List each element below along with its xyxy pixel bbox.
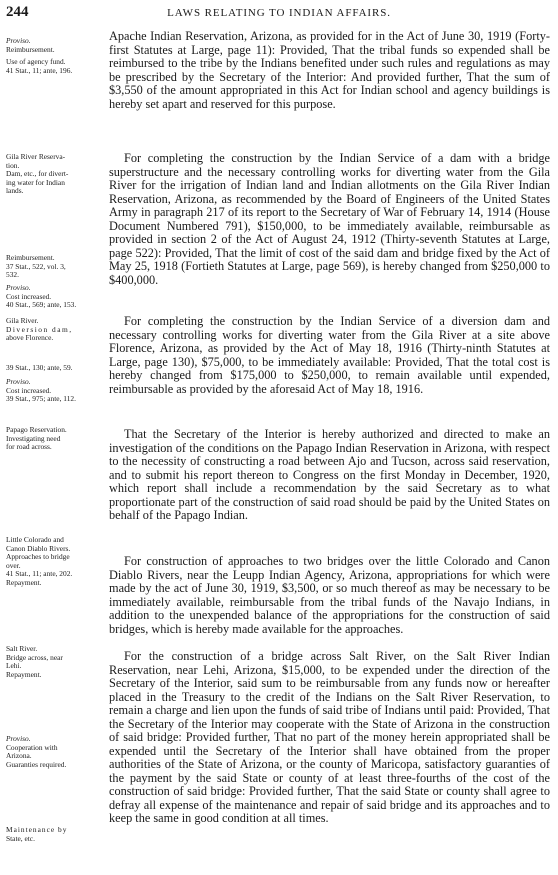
margin-note: Maintenance by State, etc. xyxy=(6,825,68,843)
margin-note: Gila River Reserva- tion. Dam, etc., for divert- ing water for Indian lands. xyxy=(6,152,69,196)
margin-note: 39 Stat., 130; ante, 59. xyxy=(6,363,73,372)
paragraph: For completing the construction by the Indian Service of a diversion dam and necessary controlling works for diverting water from the Gila River at a site above Florence, Arizona, as provided by the Act of May 18, 1916 (Thirty-ninth Statutes at Large, page 130), $75,000, to be immediately available: Provided, That the total cost is hereby changed from $175,000 to $250,000, to remain available until expended, reimbursable as provided by the aforesaid Act of May 18, 1916. xyxy=(109,314,550,396)
paragraph: That the Secretary of the Interior is hereby authorized and directed to make an investigation of the conditions on the Papago Indian Reservation in Arizona, with respect to the necessity of constructing a road between Ajo and Tucson, across said reservation, and to submit his report thereon to Congress on the first Monday in December, 1920, which report shall include a recommendation by the said Secretary as to what proportionate part of the construction of said road should be paid by the United States on behalf of the Papago Indian. xyxy=(109,427,550,522)
margin-notes xyxy=(0,0,106,875)
page-number: 244 xyxy=(6,4,29,20)
paragraph: For the construction of a bridge across Salt River, on the Salt River Indian Reservation, near Lehi, Arizona, $15,000, to be expended under the direction of the Secretary of the Interior, said sum to be reimbursable from any funds now or hereafter placed in the Treasury to the credit of the Indians on the Salt River Reservation, to remain a charge and lien upon the funds of said tribe of Indians until paid: Provided, That the Secretary of the Interior may cooperate with the State of Arizona in the construction of said bridge: Provided further, That no part of the money herein appropriated shall be expended until the Secretary of the Interior shall have obtained from the proper authorities of the State of Arizona, or the county of Maricopa, satisfactory guaranties of the payment by the said State or county of at least three-fourths of the cost of the construction of said bridge: Provided further, That the said State or county shall agree to defray all expense of the maintenance and repair of said bridge and its approaches and to keep the same in good condition at all times. xyxy=(109,649,550,825)
margin-note: Use of agency fund. 41 Stat., 11; ante, 196. xyxy=(6,57,73,75)
margin-note: Proviso. Cost increased. 40 Stat., 569; ante, 153. xyxy=(6,283,77,310)
paragraph: For completing the construction by the Indian Service of a dam with a bridge superstructure and the necessary controlling works for diverting water from the Gila River for the irrigation of Indian land and Indian allotments on the Gila River Indian Reservation, Arizona, as recommended by the Board of Engineers of the United States Army in paragraph 217 of its report to the Secretary of War of February 14, 1914 (House Document Numbered 791), $150,000, to be immediately available, reimbursable as provided in section 2 of the Act of August 24, 1912 (Thirty-seventh Statutes at Large, page 522): Provided, That the limit of cost of the said dam and bridge fixed by the Act of May 25, 1918 (Fortieth Statutes at Large, page 569), is hereby changed from $250,000 to $400,000. xyxy=(109,151,550,287)
margin-note: Proviso. Reimbursement. xyxy=(6,36,55,54)
paragraph: Apache Indian Reservation, Arizona, as provided for in the Act of June 30, 1919 (Forty-first Statutes at Large, page 11): Provided, That the tribal funds so expended shall be reimbursed to the tribe by the Indians benefited under such rules and regulations as may be prescribed by the Secretary of the Interior: And provided further, That the sum of $3,550 of the amount appropriated in this Act for Indian school and agency buildings is hereby set apart and reserved for this purpose. xyxy=(109,29,550,111)
running-title: LAWS RELATING TO INDIAN AFFAIRS. xyxy=(167,7,391,19)
margin-note: Reimbursement. 37 Stat., 522, vol. 3, 532. xyxy=(6,253,66,280)
margin-note: Proviso. Cost increased. 39 Stat., 975; ante, 112. xyxy=(6,377,76,404)
margin-note: Papago Reservation. Investigating need for road across. xyxy=(6,425,67,452)
statute-text xyxy=(109,30,550,875)
margin-note: Little Colorado and Canon Diablo Rivers. Approaches to bridge over. 41 Stat., 11; ante, 202. Repayment. xyxy=(6,535,73,587)
paragraph: For construction of approaches to two bridges over the little Colorado and Canon Diablo Rivers, near the Leupp Indian Agency, Arizona, appropriations for which were made by the act of June 30, 1919, $3,500, or so much thereof as may be necessary to be immediately available, reimbursable from the tribal funds of the Navajo Indians, in addition to the unexpended balance of the appropriations for the construction of said bridges, which is hereby made available for the approaches. xyxy=(109,554,550,636)
margin-note: Gila River. Diversion dam, above Florence. xyxy=(6,316,73,343)
margin-note: Salt River. Bridge across, near Lehi. Repayment. xyxy=(6,644,63,679)
margin-note: Proviso. Cooperation with Arizona. Guaranties required. xyxy=(6,734,67,769)
